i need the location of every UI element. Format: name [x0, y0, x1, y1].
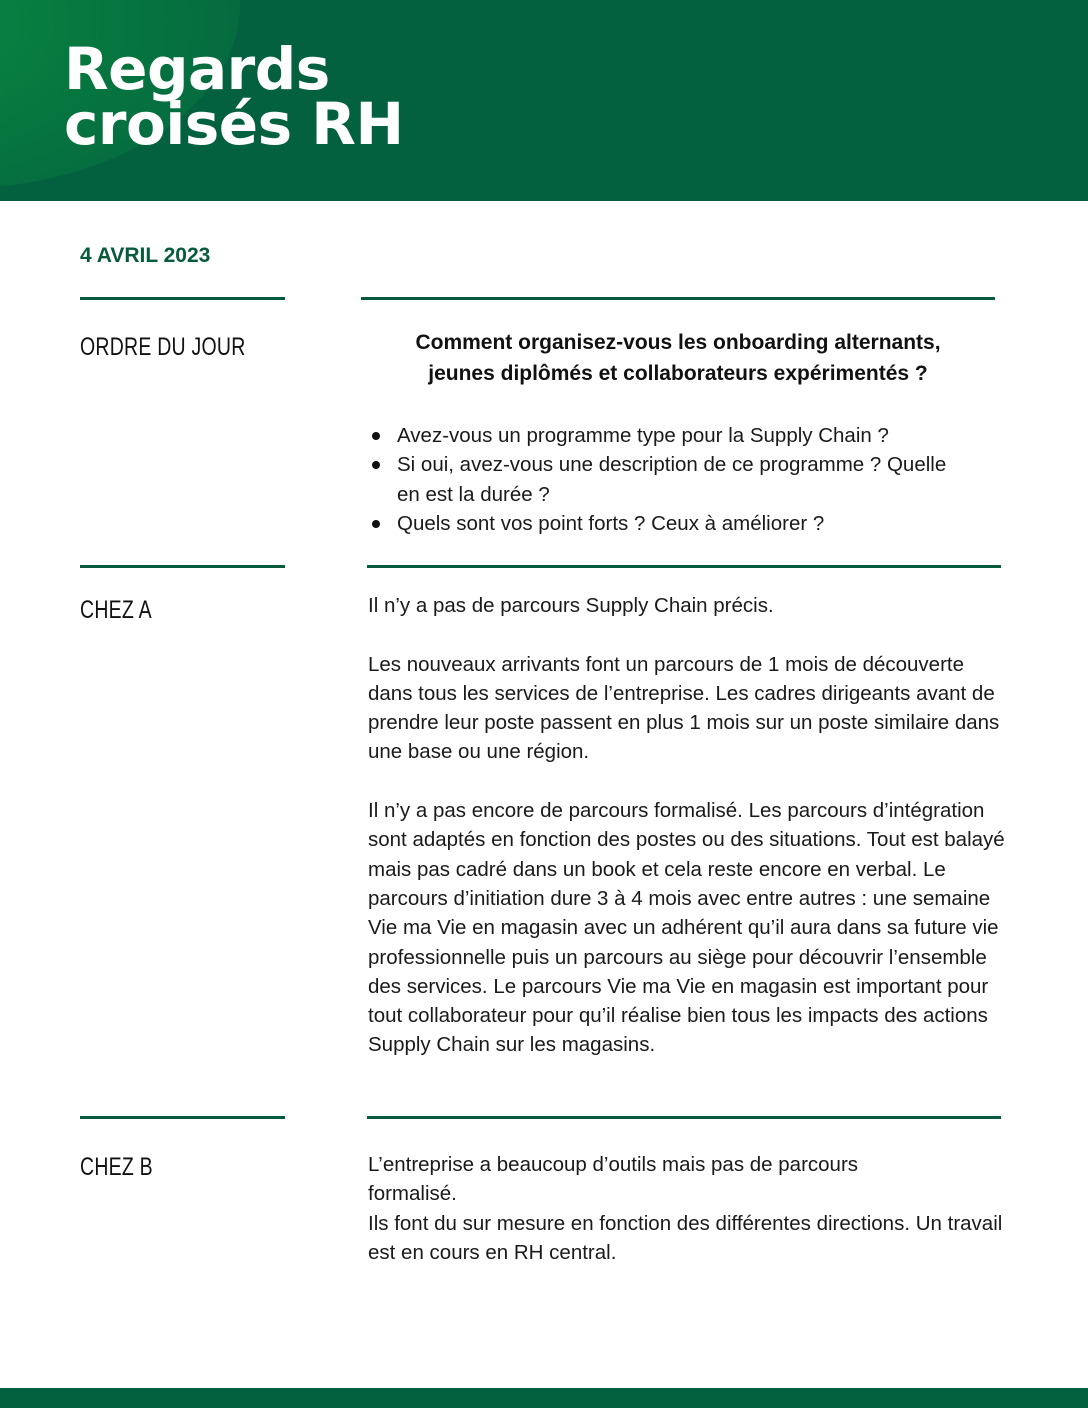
agenda-question-line-2: jeunes diplômés et collaborateurs expérimentés ?: [428, 362, 928, 385]
section-label-chez-b: CHEZ B: [80, 1153, 153, 1181]
divider-right: [361, 297, 995, 300]
chez-b-paragraph: L’entreprise a beaucoup d’outils mais pas de parcours formalisé.: [368, 1153, 859, 1206]
chez-b-paragraph: Ils font du sur mesure en fonction des différentes directions. Un travail est en cours en RH central.: [368, 1211, 1003, 1264]
agenda-bullet: Si oui, avez-vous une description de ce programme ? Quelle en est la durée ?: [368, 450, 967, 509]
divider-right: [367, 565, 1001, 568]
divider-left: [80, 1116, 285, 1119]
divider-left: [80, 565, 285, 568]
chez-a-paragraph: Il n’y a pas de parcours Supply Chain précis.: [368, 594, 774, 617]
header-banner: [0, 0, 1088, 201]
meeting-date: 4 AVRIL 2023: [80, 244, 211, 267]
divider-left: [80, 297, 285, 300]
chez-a-paragraph: Les nouveaux arrivants font un parcours de 1 mois de découverte dans tous les services de l’entreprise. Les cadres dirigeants avant de prendre leur poste passent en plus 1 mois sur un poste similaire dans une base ou une région.: [368, 652, 1000, 764]
chez-a-paragraph: Il n’y a pas encore de parcours formalisé. Les parcours d’intégration sont adaptés en fonction des postes ou des situations. Tout est balayé mais pas cadré dans un book et cela reste encore en verbal. Le parcours d’initiation dure 3 à 4 mois avec entre autres : une semaine Vie ma Vie en magasin avec un adhérent qu’il aura dans sa future vie professionnelle puis un parcours au siège pour découvrir l’ensemble des services. Le parcours Vie ma Vie en magasin est important pour tout collaborateur pour qu’il réalise bien tous les impacts des actions Supply Chain sur les magasins.: [368, 799, 1005, 1057]
chez-a-content: [368, 591, 1008, 1060]
agenda-bullet-list: [368, 421, 988, 538]
section-label-chez-a: CHEZ A: [80, 596, 152, 624]
divider-right: [367, 1116, 1001, 1119]
agenda-bullet: Avez-vous un programme type pour la Supply Chain ?: [368, 421, 988, 450]
page-title-line-2: croisés RH: [64, 90, 404, 158]
section-label-agenda: ORDRE DU JOUR: [80, 333, 246, 361]
agenda-question: [368, 327, 988, 389]
agenda-bullet: Quels sont vos point forts ? Ceux à améliorer ?: [368, 509, 988, 538]
page-title: [64, 35, 404, 158]
page-title-line-1: Regards: [64, 35, 330, 103]
footer-bar: [0, 1388, 1088, 1408]
chez-b-content: [368, 1150, 1018, 1267]
agenda-question-line-1: Comment organisez-vous les onboarding alternants,: [415, 331, 941, 354]
